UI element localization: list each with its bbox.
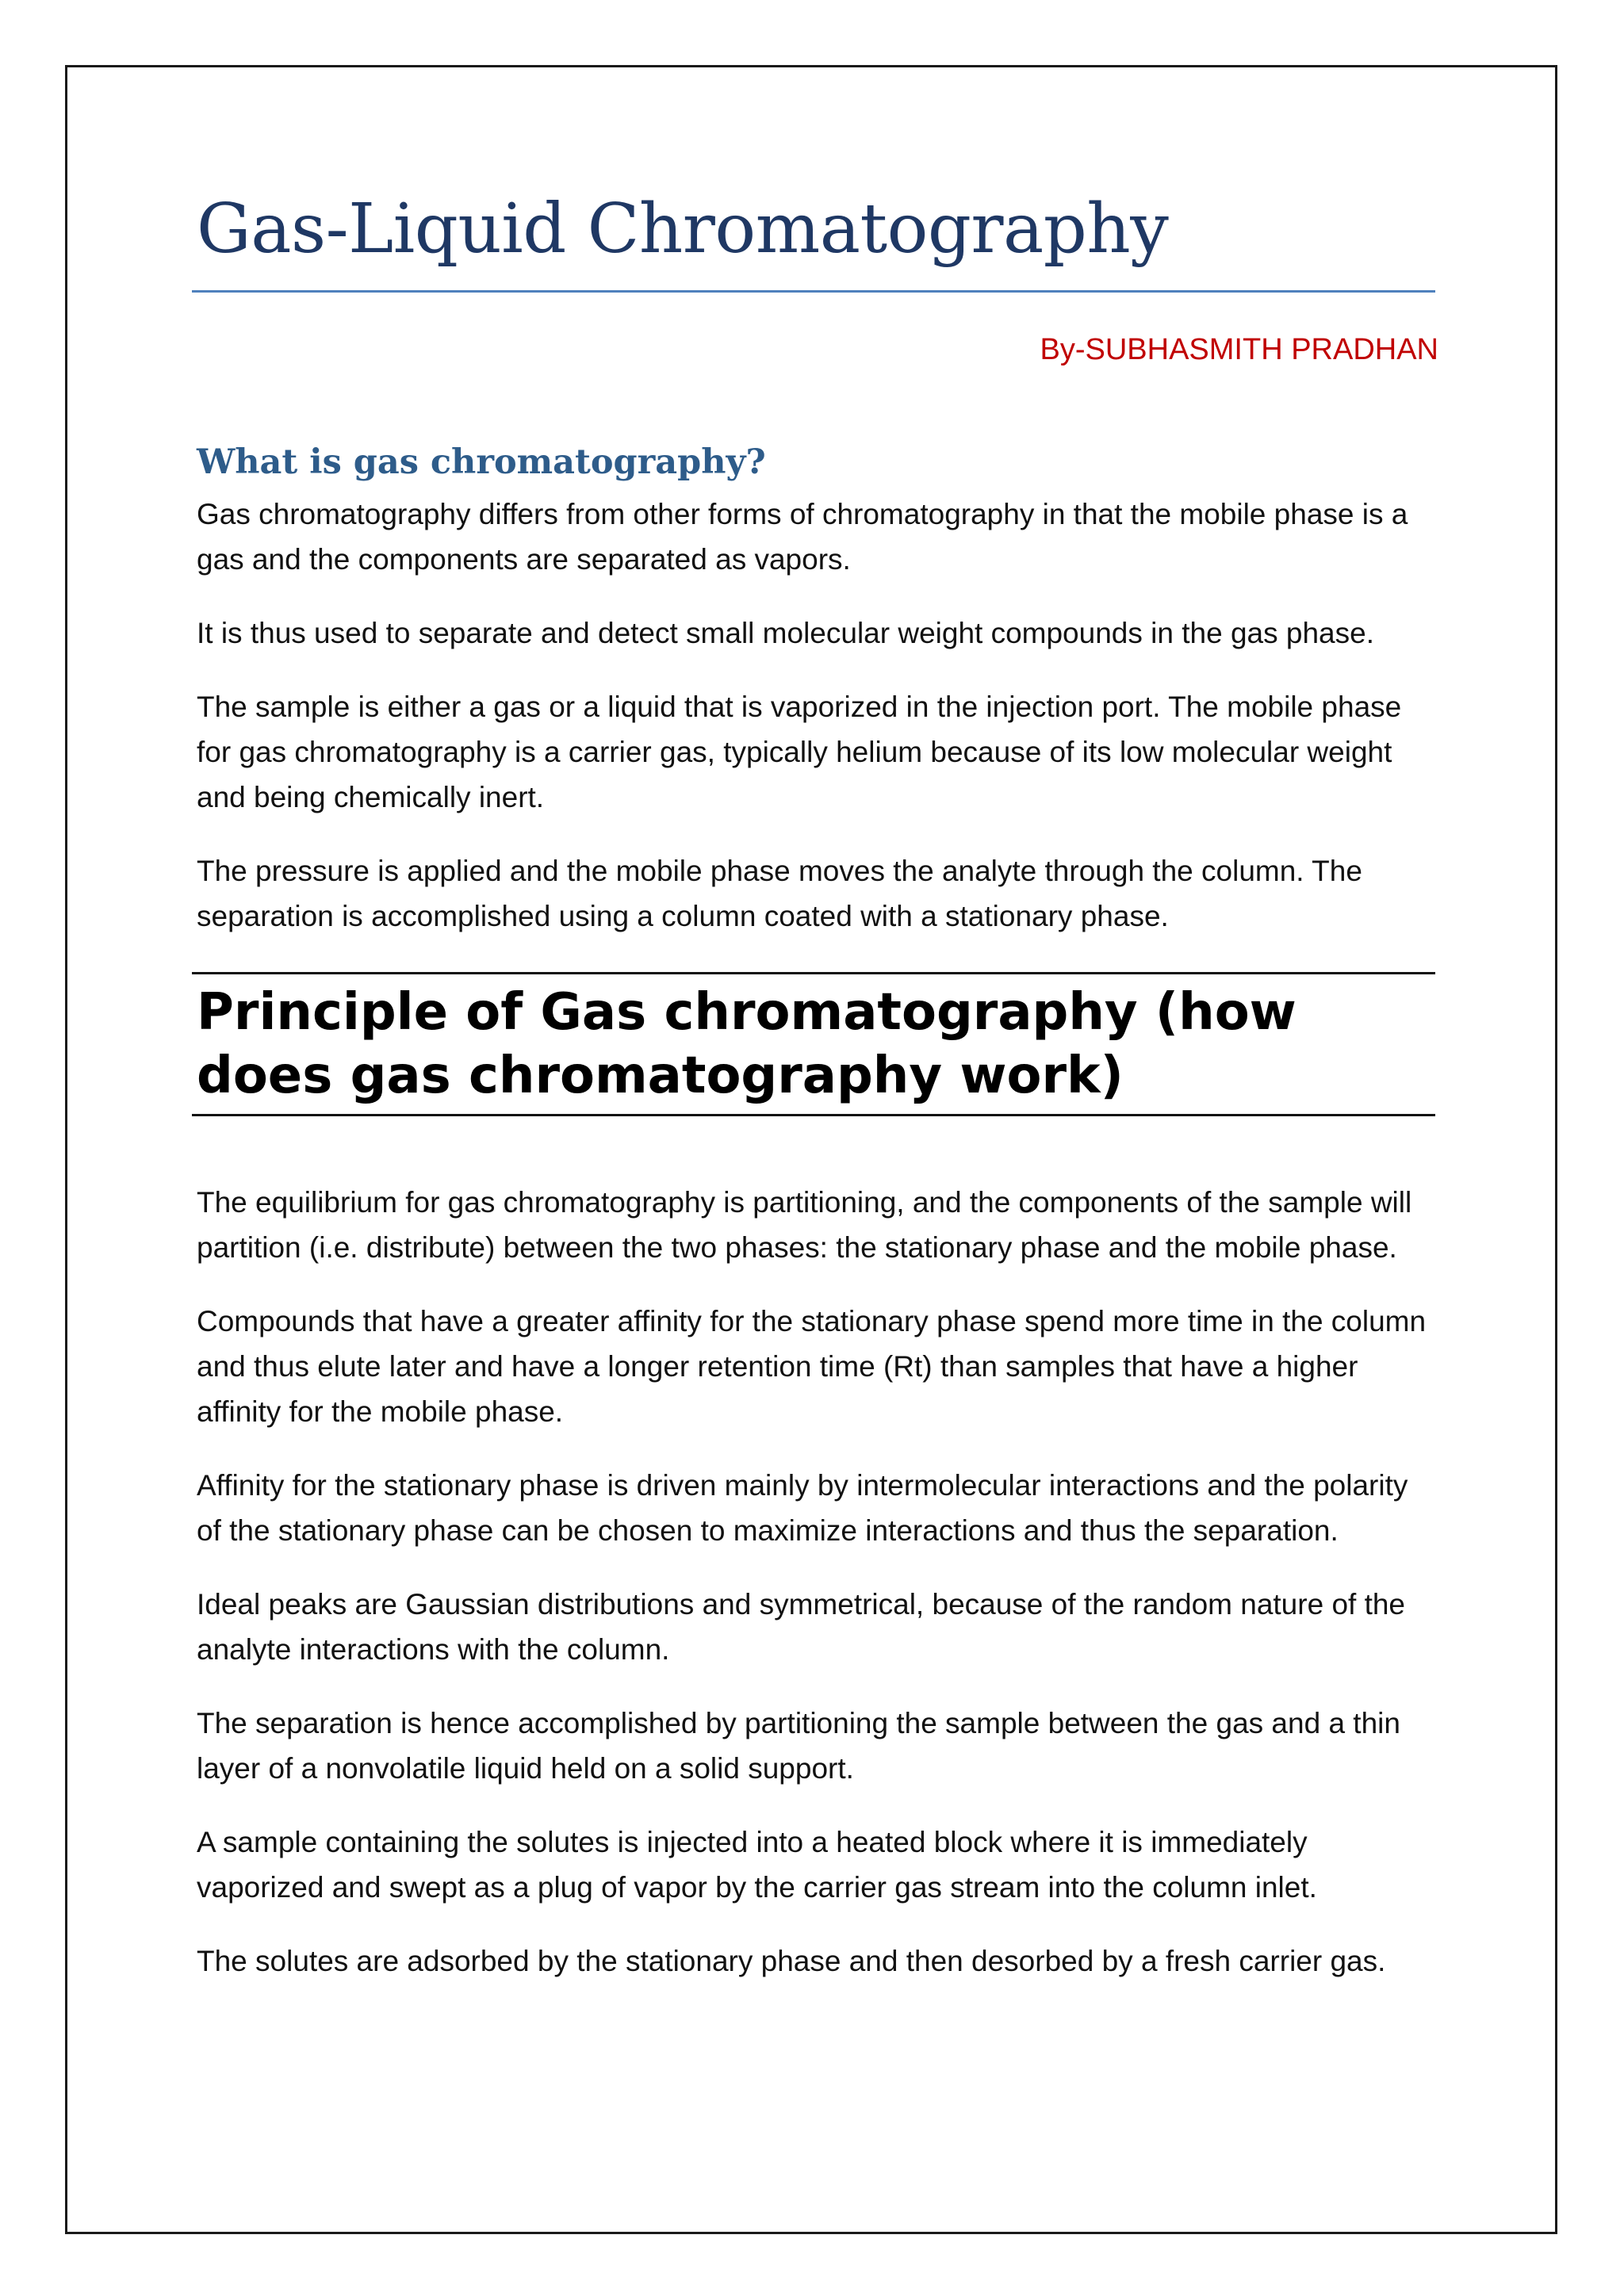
document-title: Gas-Liquid Chromatography: [197, 189, 1169, 269]
paragraph: Affinity for the stationary phase is driven mainly by intermolecular interactions and the polarity of the stationary phase can be chosen to maximize interactions and thus the separation.: [197, 1469, 1408, 1547]
paragraph: The solutes are adsorbed by the stationary phase and then desorbed by a fresh carrier gas.: [197, 1945, 1386, 1977]
paragraph: Ideal peaks are Gaussian distributions and symmetrical, because of the random nature of the analyte interactions with the column.: [197, 1588, 1406, 1666]
paragraph: The equilibrium for gas chromatography is partitioning, and the components of the sample will partition (i.e. distribute) between the two phases: the stationary phase and the mobile phase.: [197, 1186, 1412, 1264]
section-heading-principle: Principle of Gas chromatography (how does gas chromatography work): [197, 983, 1297, 1105]
document-content: [197, 189, 1438, 1977]
paragraph: It is thus used to separate and detect small molecular weight compounds in the gas phase.: [197, 617, 1374, 649]
section2-body: [197, 1180, 1435, 2012]
section1-body: [197, 492, 1435, 967]
paragraph: The pressure is applied and the mobile phase moves the analyte through the column. The separation is accomplished using a column coated with a stationary phase.: [197, 855, 1362, 932]
paragraph: The separation is hence accomplished by partitioning the sample between the gas and a thin layer of a nonvolatile liquid held on a solid support.: [197, 1707, 1400, 1785]
section-heading-what-is-gc: What is gas chromatography?: [197, 442, 766, 482]
paragraph: The sample is either a gas or a liquid that is vaporized in the injection port. The mobile phase for gas chromatography is a carrier gas, typically helium because of its low molecular weight and being chemically inert.: [197, 691, 1402, 813]
principle-heading-box: [192, 972, 1435, 1116]
paragraph: A sample containing the solutes is injected into a heated block where it is immediately vaporized and swept as a plug of vapor by the carrier gas stream into the column inlet.: [197, 1826, 1317, 1904]
paragraph: Compounds that have a greater affinity for the stationary phase spend more time in the column and thus elute later and have a longer retention time (Rt) than samples that have a higher affinity for the mobile phase.: [197, 1305, 1427, 1428]
paragraph: Gas chromatography differs from other forms of chromatography in that the mobile phase is a gas and the components are separated as vapors.: [197, 498, 1408, 576]
author-byline: By-SUBHASMITH PRADHAN: [1040, 333, 1438, 366]
title-rule: [192, 290, 1435, 293]
